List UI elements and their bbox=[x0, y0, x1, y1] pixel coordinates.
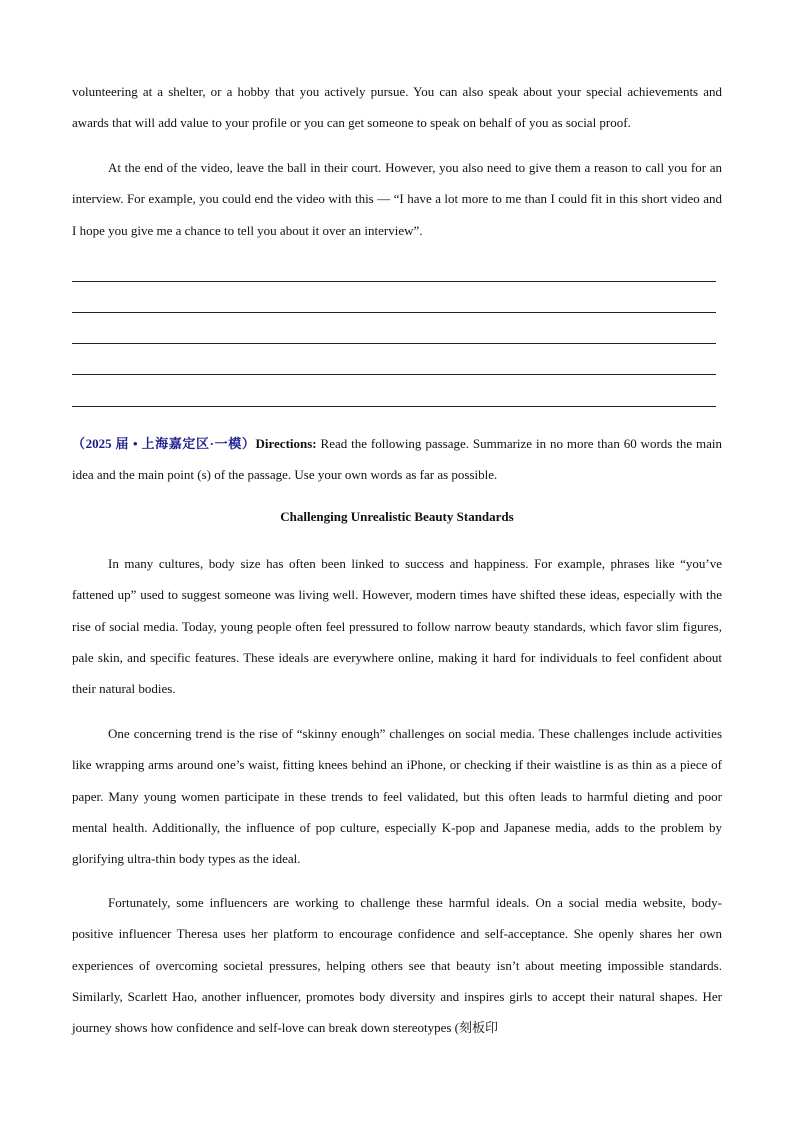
answer-line bbox=[72, 406, 716, 407]
passage-paragraph: At the end of the video, leave the ball in their court. However, you also need to give them a reason to call you for an interview. For example, you could end the video with this — “I have a lot more to me than I could fit in this short video and I hope you give me a chance to tell you about it over an interview”. bbox=[72, 160, 722, 238]
article-paragraph: In many cultures, body size has often been linked to success and happiness. For example, phrases like “you’ve fattened up” used to suggest someone was living well. However, modern times have shifted these ideas, especially with the rise of social media. Today, young people often feel pressured to follow narrow beauty standards, which favor slim figures, pale skin, and specific features. These ideals are everywhere online, making it hard for individuals to feel confident about their natural bodies. bbox=[72, 556, 722, 697]
directions-label: Directions: bbox=[255, 436, 317, 451]
answer-line bbox=[72, 281, 716, 282]
answer-line bbox=[72, 312, 716, 313]
directions-text: Read the following passage. Summarize in no more than 60 words the main idea and the main point (s) of the passage. Use your own words as far as possible. bbox=[72, 436, 722, 483]
article-paragraph: One concerning trend is the rise of “skinny enough” challenges on social media. These challenges include activities like wrapping arms around one’s waist, fitting knees behind an iPhone, or checking if their waistline is as thin as a piece of paper. Many young women participate in these trends to feel validated, but this often leads to harmful dieting and poor mental health. Additionally, the influence of pop culture, especially K-pop and Japanese media, adds to the problem by glorifying ultra-thin body types as the ideal. bbox=[72, 726, 722, 867]
answer-line bbox=[72, 343, 716, 344]
answer-line bbox=[72, 374, 716, 375]
article-paragraph: Fortunately, some influencers are working to challenge these harmful ideals. On a social media website, body-positive influencer Theresa uses her platform to encourage confidence and self-acceptance. She openly shares her own experiences of overcoming societal pressures, helping others see that beauty isn’t about meeting impossible standards. Similarly, Scarlett Hao, another influencer, promotes body diversity and inspires girls to accept their natural shapes. Her journey shows how confidence and self-love can break down stereotypes (刻板印 bbox=[72, 895, 722, 1036]
passage-paragraph: volunteering at a shelter, or a hobby that you actively pursue. You can also speak about your special achievements and awards that will add value to your profile or you can get someone to speak on behalf of you as social proof. bbox=[72, 84, 722, 131]
exam-source-tag: （2025 届 • 上海嘉定区·一模） bbox=[72, 436, 256, 451]
article-title: Challenging Unrealistic Beauty Standards bbox=[280, 509, 514, 524]
task-directions bbox=[72, 428, 722, 491]
